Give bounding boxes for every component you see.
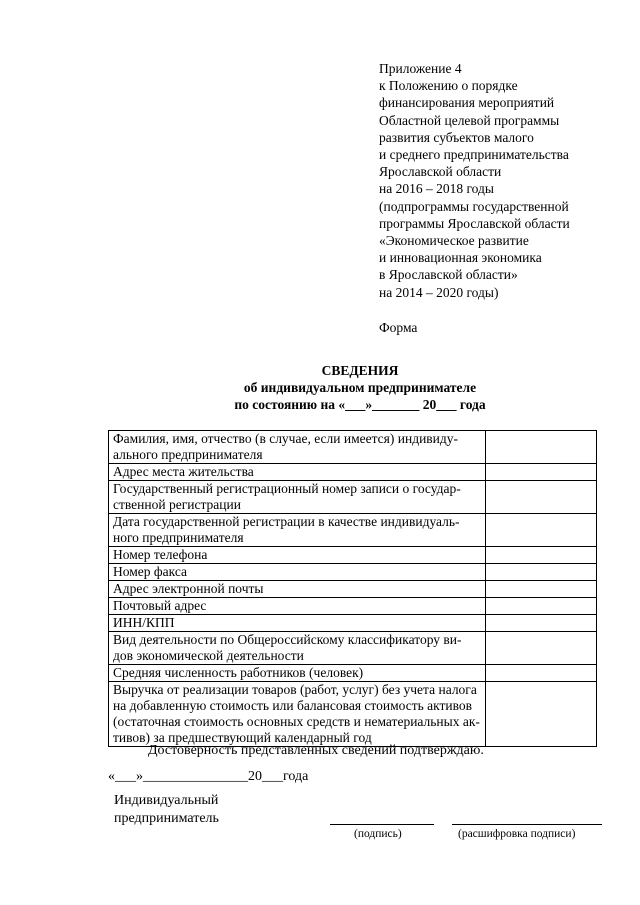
annex-line: финансирования мероприятий [379,95,555,111]
row-label-line: (остаточная стоимость основных средств и нематериальных ак- [113,714,480,729]
row-value-cell[interactable] [485,598,596,615]
row-label-line: Адрес места жительства [113,464,254,479]
annex-line: развития субъектов малого [379,129,534,145]
row-label-line: Номер факса [113,564,188,579]
form-label: Форма [379,320,418,335]
table-row [109,598,597,615]
signatory-line1: Индивидуальный [114,793,219,808]
table-row [109,431,597,464]
table-row [109,464,597,481]
row-label-line: Государственный регистрационный номер записи о государ- [113,481,461,496]
row-label-cell [109,665,486,682]
annex-header [379,60,619,301]
row-label-line: Почтовый адрес [113,598,207,613]
table-row [109,564,597,581]
table-row [109,514,597,547]
row-label-line: тивов) за предшествующий календарный год [113,730,372,745]
row-value-cell[interactable] [485,665,596,682]
row-label-cell [109,514,486,547]
table-row [109,632,597,665]
row-label-line: ного предпринимателя [113,530,244,545]
annex-line: «Экономическое развитие [379,233,529,249]
title-heading: СВЕДЕНИЯ [321,363,399,378]
signatory-role [114,792,219,828]
annex-line: в Ярославской области» [379,267,518,283]
date-field: «___»_______________20___года [108,769,309,784]
signatory-line2: предприниматель [114,811,219,826]
transcript-line [452,824,602,825]
row-value-cell[interactable] [485,464,596,481]
transcript-caption: (расшифровка подписи) [458,828,576,840]
table-row [109,547,597,564]
row-value-cell[interactable] [485,481,596,514]
confirmation-text: Достоверность представленных сведений подтверждаю. [148,743,484,758]
row-value-cell[interactable] [485,514,596,547]
row-label-line: дов экономической деятельности [113,648,304,663]
row-label-cell [109,464,486,481]
table-row [109,481,597,514]
row-label-line: Выручка от реализации товаров (работ, услуг) без учета налога [113,682,477,697]
annex-line: и среднего предпринимательства [379,147,569,163]
row-label-line: ального предпринимателя [113,447,263,462]
row-value-cell[interactable] [485,431,596,464]
row-label-cell [109,632,486,665]
annex-line: на 2016 – 2018 годы [379,181,494,197]
row-value-cell[interactable] [485,615,596,632]
annex-line: и инновационная экономика [379,250,542,266]
row-label-cell [109,682,486,747]
row-value-cell[interactable] [485,547,596,564]
row-label-cell [109,615,486,632]
signature-caption: (подпись) [354,828,402,840]
row-label-line: ИНН/КПП [113,615,175,630]
row-label-line: Вид деятельности по Общероссийскому классификатору ви- [113,632,462,647]
row-label-cell [109,598,486,615]
row-label-cell [109,547,486,564]
row-label-line: Фамилия, имя, отчество (в случае, если имеется) индивиду- [113,431,459,446]
annex-line: к Положению о порядке [379,78,518,94]
table-row [109,615,597,632]
row-label-line: ственной регистрации [113,497,241,512]
row-label-line: Дата государственной регистрации в качестве индивидуаль- [113,514,460,529]
row-value-cell[interactable] [485,682,596,747]
document-title [0,362,640,413]
row-label-cell [109,431,486,464]
row-label-line: Адрес электронной почты [113,581,264,596]
title-date-line: по состоянию на «___»_______ 20___ года [234,397,486,412]
signature-line [330,824,434,825]
annex-line: Приложение 4 [379,61,462,76]
row-value-cell[interactable] [485,632,596,665]
row-label-cell [109,564,486,581]
row-label-line: Номер телефона [113,547,208,562]
table-row [109,665,597,682]
info-table [108,430,597,747]
annex-line: на 2014 – 2020 годы) [379,284,499,300]
title-subheading: об индивидуальном предпринимателе [243,380,477,395]
table-row [109,682,597,747]
annex-line: (подпрограммы государственной [379,198,569,214]
annex-line: Областной целевой программы [379,112,560,128]
row-label-line: на добавленную стоимость или балансовая стоимость активов [113,698,473,713]
table-row [109,581,597,598]
row-value-cell[interactable] [485,581,596,598]
row-label-cell [109,481,486,514]
annex-line: программы Ярославской области [379,215,570,231]
row-label-line: Средняя численность работников (человек) [113,665,364,680]
row-label-cell [109,581,486,598]
annex-line: Ярославской области [379,164,502,180]
row-value-cell[interactable] [485,564,596,581]
